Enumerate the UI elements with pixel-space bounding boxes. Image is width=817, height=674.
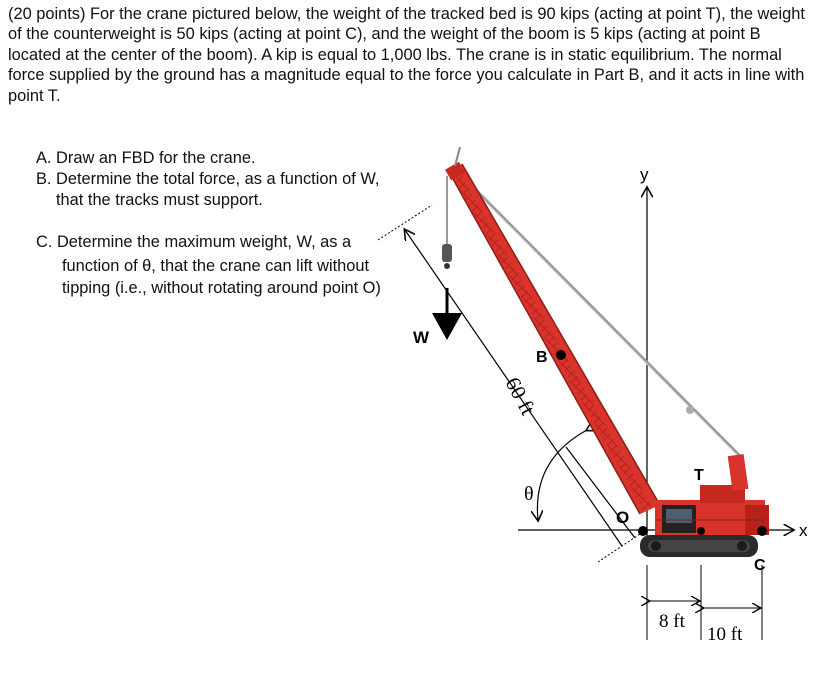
dim-8ft-label: 8 ft — [659, 611, 685, 632]
crane-boom — [445, 162, 660, 514]
part-a-text: A. Draw an FBD for the crane. — [36, 149, 256, 167]
dimension-leader-bottom — [598, 534, 640, 562]
part-b-text-line2: that the tracks must support. — [56, 191, 263, 209]
part-b-text-line1: B. Determine the total force, as a function of W, — [36, 170, 380, 188]
theta-arc — [537, 430, 587, 520]
part-c-text-line2: function of θ, that the crane can lift without — [62, 257, 370, 275]
label-y: y — [640, 165, 649, 184]
crane-body — [655, 454, 769, 535]
point-t-marker — [697, 527, 705, 535]
dim-10ft-label: 10 ft — [707, 624, 743, 645]
point-c-marker — [757, 526, 767, 536]
label-b: B — [536, 349, 548, 366]
label-w: W — [413, 328, 430, 347]
point-b-marker — [556, 350, 566, 360]
part-c-text-line3: tipping (i.e., without rotating around point O) — [62, 279, 381, 297]
pendant-anchor-marker — [686, 406, 694, 414]
label-theta: θ — [524, 483, 534, 505]
point-o-marker — [638, 526, 648, 536]
problem-statement: (20 points) For the crane pictured below, the weight of the tracked bed is 90 kips (acting at point T), the weight of the counterweight is 50 kips (acting at point C), and the weight of the boom is 5 kips (acting at point B located at the center of the boom). A kip is equal to 1,000 lbs. The crane is in static equilibrium. The normal force supplied by the ground has a magnitude equal to the force you calculate in Part B, and it acts in line with point T. — [8, 5, 805, 105]
dimension-leader-top — [378, 205, 432, 240]
label-x: x — [799, 521, 808, 540]
label-60ft: 60 ft — [500, 373, 541, 419]
label-o: O — [616, 508, 630, 527]
label-t: T — [694, 467, 704, 484]
label-c: C — [754, 557, 766, 574]
crane-tracks — [640, 535, 758, 557]
part-c-text-line1: C. Determine the maximum weight, W, as a — [36, 233, 352, 251]
hook-assembly — [442, 176, 452, 269]
